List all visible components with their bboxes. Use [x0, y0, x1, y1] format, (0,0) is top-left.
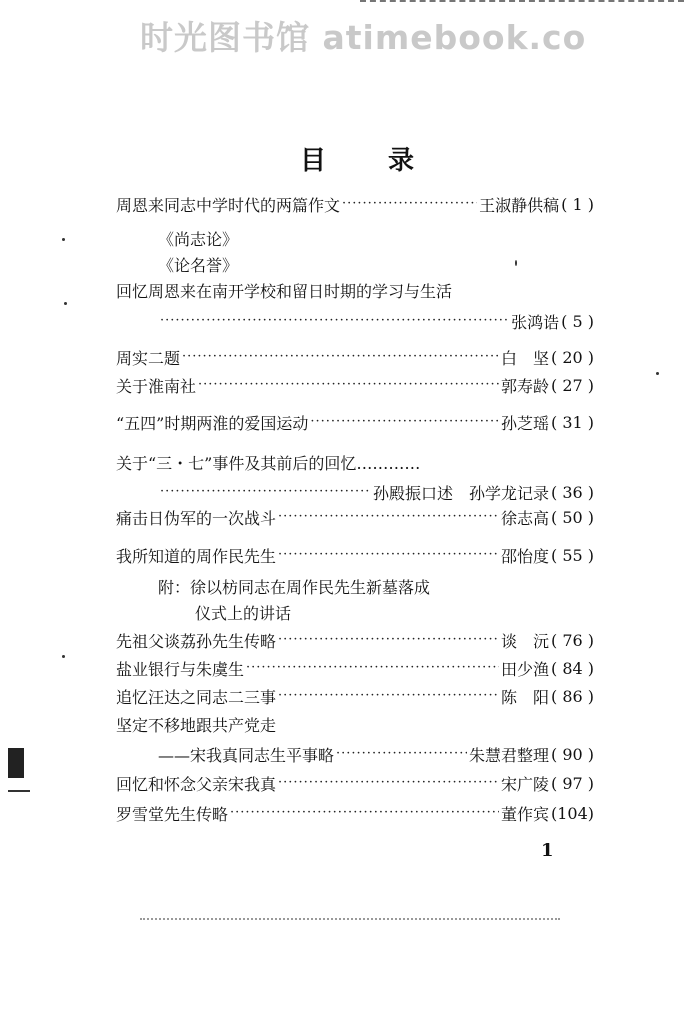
toc-entry	[116, 505, 594, 529]
entry-page: ( 84 )	[550, 658, 594, 678]
entry-page: ( 55 )	[550, 545, 594, 565]
entry-author: 宋广陵	[500, 774, 549, 794]
scan-speck	[62, 655, 65, 658]
toc-entry	[116, 712, 594, 736]
scan-speck	[656, 372, 659, 375]
entry-page: ( 27 )	[550, 375, 594, 395]
entry-author: 孙芝瑶	[500, 413, 549, 433]
toc-entry-continuation	[158, 480, 594, 504]
entry-title: 坚定不移地跟共产党走	[116, 715, 277, 735]
entry-page: ( 5 )	[561, 311, 594, 331]
entry-title: 我所知道的周作民先生	[116, 546, 277, 566]
leader-dots	[198, 373, 499, 397]
toc-entry	[116, 410, 594, 434]
leader-dots	[336, 742, 467, 766]
leader-dots	[182, 345, 499, 369]
leader-dots	[278, 771, 499, 795]
entry-title: 仪式上的讲话	[195, 603, 292, 623]
binding-mark	[8, 748, 24, 778]
toc-entry	[116, 450, 594, 474]
watermark: 时光图书馆 atimebook.co	[140, 18, 587, 57]
entry-author: 徐志高	[500, 508, 549, 528]
entry-title: 追忆汪达之同志二三事	[116, 687, 277, 707]
entry-title: “五四”时期两淮的爱国运动	[116, 413, 309, 433]
entry-title: 《尚志论》	[158, 229, 239, 249]
entry-author: 郭寿龄	[500, 376, 549, 396]
scan-speck	[62, 238, 65, 241]
entry-title: ——宋我真同志生平事略	[158, 745, 335, 765]
scan-speck	[64, 302, 67, 305]
entry-author: 谈 沅	[500, 631, 549, 651]
entry-page: ( 76 )	[550, 630, 594, 650]
scan-noise	[140, 918, 560, 922]
leader-dots	[278, 543, 499, 567]
entry-author: 朱慧君整理	[468, 745, 549, 765]
toc-subentry	[158, 742, 594, 766]
entry-title: 回忆周恩来在南开学校和留日时期的学习与生活	[116, 281, 453, 301]
entry-title: 先祖父谈荔孙先生传略	[116, 631, 277, 651]
leader-dots	[310, 410, 499, 434]
scan-speck	[515, 260, 517, 266]
toc-entry	[116, 278, 594, 302]
entry-page: ( 1 )	[561, 194, 594, 214]
leader-dots	[160, 309, 509, 333]
entry-author: 孙殿振口述 孙学龙记录	[372, 483, 549, 503]
toc-entry	[116, 801, 594, 825]
entry-title: 《论名誉》	[158, 255, 239, 275]
leader-dots	[230, 801, 499, 825]
toc-entry	[116, 628, 594, 652]
toc-entry	[116, 345, 594, 369]
entry-author: 邵怡度	[500, 546, 549, 566]
leader-dots	[160, 480, 371, 504]
entry-title: 罗雪堂先生传略	[116, 804, 229, 824]
entry-author: 白 坚	[500, 348, 549, 368]
leader-dots	[246, 656, 499, 680]
entry-page: ( 50 )	[550, 507, 594, 527]
entry-author: 张鸿诰	[511, 312, 560, 332]
toc-subentry	[158, 574, 594, 598]
entry-title: 痛击日伪军的一次战斗	[116, 508, 277, 528]
binding-mark	[8, 790, 30, 792]
entry-title: 关于“三・七”事件及其前后的回忆…………	[116, 453, 421, 473]
entry-page: ( 97 )	[550, 773, 594, 793]
entry-title: 附：徐以枋同志在周作民先生新墓落成	[158, 577, 431, 597]
entry-page: ( 20 )	[550, 347, 594, 367]
entry-page: ( 31 )	[550, 412, 594, 432]
entry-author: 董作宾	[500, 804, 549, 824]
entry-page: ( 90 )	[550, 744, 594, 764]
leader-dots	[278, 628, 499, 652]
toc-entry	[116, 656, 594, 680]
leader-dots	[278, 505, 499, 529]
toc-subentry	[195, 600, 594, 624]
entry-author: 田少渔	[500, 659, 549, 679]
leader-dots	[342, 192, 477, 216]
page-title: 目录	[300, 146, 477, 176]
entry-page: ( 86 )	[550, 686, 594, 706]
entry-page: (104)	[550, 803, 594, 823]
toc-entry	[116, 771, 594, 795]
entry-title: 周恩来同志中学时代的两篇作文	[116, 195, 341, 215]
entry-title: 盐业银行与朱虞生	[116, 659, 245, 679]
toc-subentry	[158, 226, 594, 250]
entry-author: 陈 阳	[500, 687, 549, 707]
page-number: 1	[541, 840, 554, 861]
toc-entry	[116, 373, 594, 397]
toc-entry	[116, 543, 594, 567]
entry-title: 周实二题	[116, 348, 181, 368]
toc-entry	[116, 684, 594, 708]
entry-page: ( 36 )	[550, 482, 594, 502]
entry-author: 王淑静供稿	[479, 195, 560, 215]
toc-entry	[116, 192, 594, 216]
toc-subentry	[158, 252, 594, 276]
leader-dots	[278, 684, 499, 708]
entry-title: 关于淮南社	[116, 376, 197, 396]
entry-title: 回忆和怀念父亲宋我真	[116, 774, 277, 794]
toc-entry-continuation	[158, 309, 594, 333]
